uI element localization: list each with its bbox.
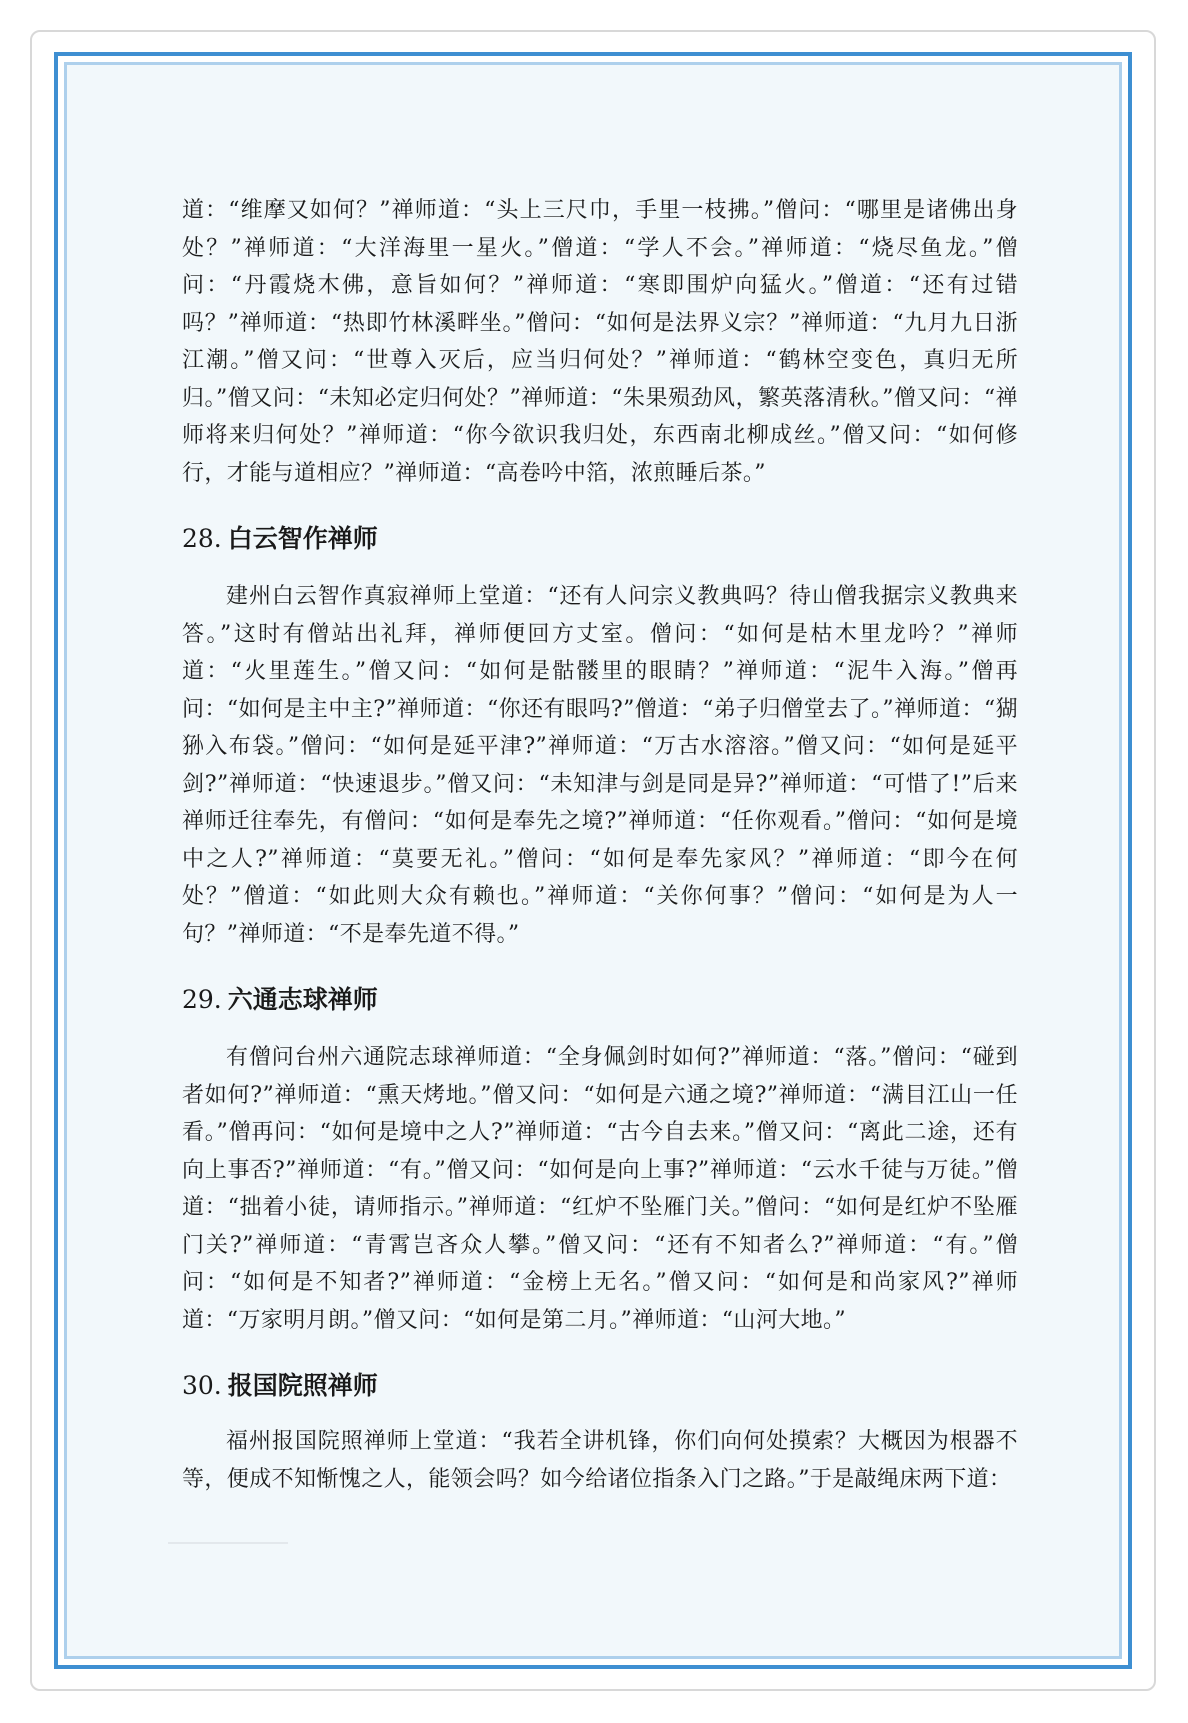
section-number: 29. xyxy=(182,985,222,1014)
section-number: 30. xyxy=(182,1371,222,1400)
section-title: 报国院照禅师 xyxy=(227,1371,378,1400)
section-heading-29 xyxy=(182,983,1018,1017)
section-number: 28. xyxy=(182,524,222,553)
section-title: 白云智作禅师 xyxy=(227,524,378,553)
section-title: 六通志球禅师 xyxy=(227,985,378,1014)
section-heading-30 xyxy=(182,1369,1018,1403)
continuation-paragraph: 道：“维摩又如何？”禅师道：“头上三尺巾，手里一枝拂。”僧问：“哪里是诸佛出身处？”禅师道：“大洋海里一星火。”僧道：“学人不会。”禅师道：“烧尽鱼龙。”僧问：“丹霞烧木佛，意旨如何？”禅师道：“寒即围炉向猛火。”僧道：“还有过错吗？”禅师道：“热即竹林溪畔坐。”僧问：“如何是法界义宗？”禅师道：“九月九日浙江潮。”僧又问：“世尊入灭后，应当归何处？”禅师道：“鹤林空变色，真归无所归。”僧又问：“未知必定归何处？”禅师道：“朱果殒劲风，繁英落清秋。”僧又问：“禅师将来归何处？”禅师道：“你今欲识我归处，东西南北柳成丝。”僧又问：“如何修行，才能与道相应？”禅师道：“高卷吟中箔，浓煎睡后茶。” xyxy=(182,198,1018,486)
section-paragraph-30: 福州报国院照禅师上堂道：“我若全讲机锋，你们向何处摸索？大概因为根器不等，便成不知惭愧之人，能领会吗？如今给诸位指条入门之路。”于是敲绳床两下道： xyxy=(182,1429,1018,1492)
faded-rule xyxy=(168,1542,288,1544)
section-paragraph-28: 建州白云智作真寂禅师上堂道：“还有人问宗义教典吗？待山僧我据宗义教典来答。”这时有僧站出礼拜，禅师便回方丈室。僧问：“如何是枯木里龙吟？”禅师道：“火里莲生。”僧又问：“如何是骷髅里的眼睛？”禅师道：“泥牛入海。”僧再问：“如何是主中主?”禅师道：“你还有眼吗?”僧道：“弟子归僧堂去了。”禅师道：“猢狲入布袋。”僧问：“如何是延平津?”禅师道：“万古水溶溶。”僧又问：“如何是延平剑?”禅师道：“快速退步。”僧又问：“未知津与剑是同是异?”禅师道：“可惜了!”后来禅师迁往奉先，有僧问：“如何是奉先之境?”禅师道：“任你观看。”僧问：“如何是境中之人?”禅师道：“莫要无礼。”僧问：“如何是奉先家风？”禅师道：“即今在何处？”僧道：“如此则大众有赖也。”禅师道：“关你何事？”僧问：“如何是为人一句？”禅师道：“不是奉先道不得。” xyxy=(182,584,1018,947)
section-paragraph-29: 有僧问台州六通院志球禅师道：“全身佩剑时如何?”禅师道：“落。”僧问：“碰到者如何?”禅师道：“熏天烤地。”僧又问：“如何是六通之境?”禅师道：“满目江山一任看。”僧再问：“如何是境中之人?”禅师道：“古今自去来。”僧又问：“离此二途，还有向上事否?”禅师道：“有。”僧又问：“如何是向上事?”禅师道：“云水千徒与万徒。”僧道：“拙着小徒，请师指示。”禅师道：“红炉不坠雁门关。”僧问：“如何是红炉不坠雁门关?”禅师道：“青霄岂吝众人攀。”僧又问：“还有不知者么?”禅师道：“有。”僧问：“如何是不知者?”禅师道：“金榜上无名。”僧又问：“如何是和尚家风?”禅师道：“万家明月朗。”僧又问：“如何是第二月。”禅师道：“山河大地。” xyxy=(182,1045,1018,1333)
section-heading-28 xyxy=(182,522,1018,556)
page-content xyxy=(182,192,1018,1498)
